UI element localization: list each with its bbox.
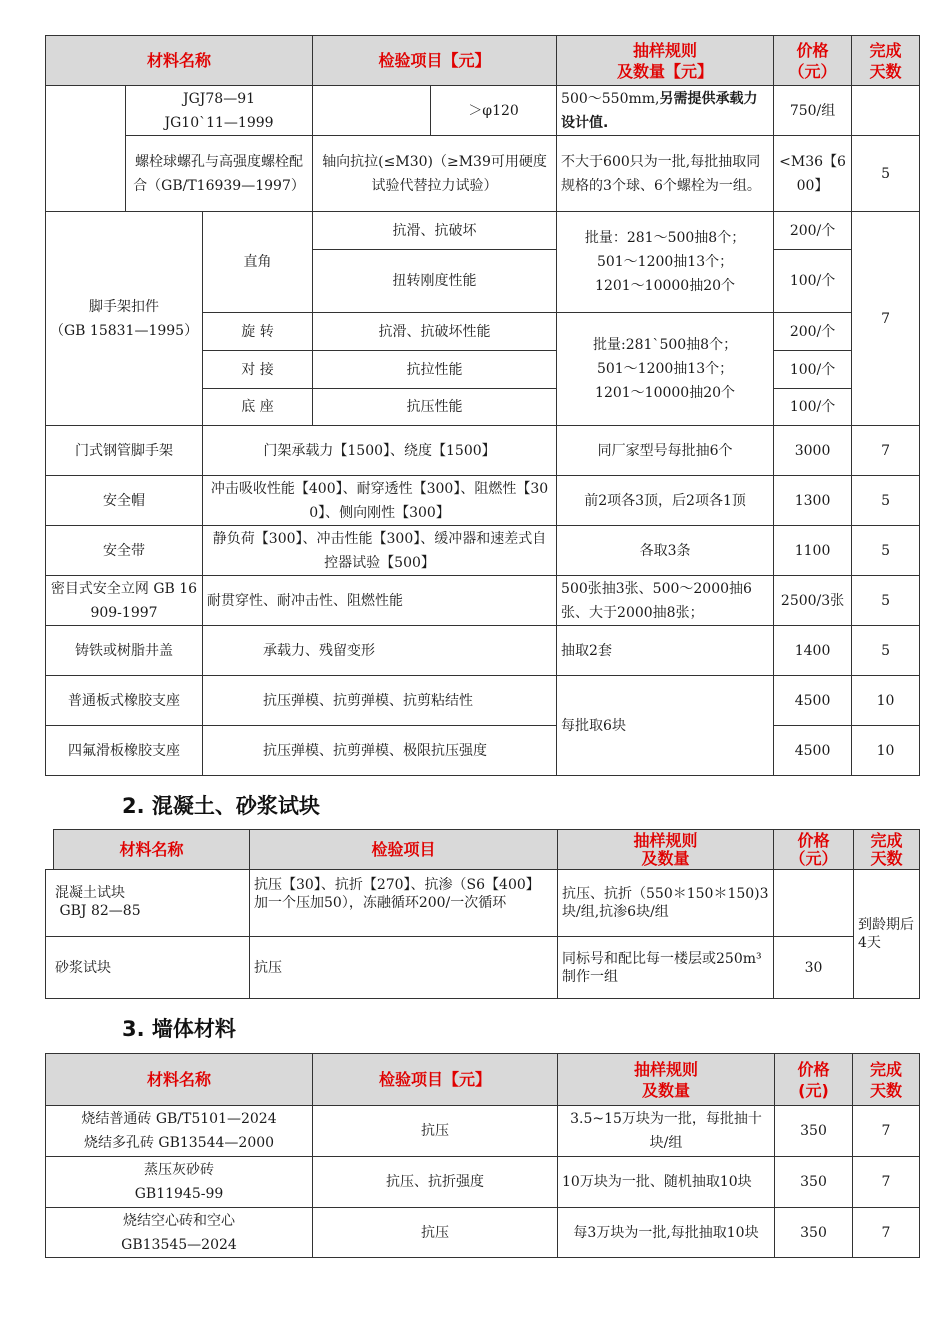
table-row xyxy=(46,726,920,776)
table-row xyxy=(46,1157,920,1208)
col-header-price: 价格 （元） xyxy=(774,830,854,870)
col-header-material: 材料名称 xyxy=(54,830,250,870)
material-name-cell: 烧结空心砖和空心 GB13545—2024 xyxy=(46,1208,313,1258)
price-cell: 350 xyxy=(775,1157,853,1208)
sampling-cell: 每3万块为一批,每批抽取10块 xyxy=(558,1208,775,1258)
sampling-cell: 批量:281`500抽8个； 501～1200抽13个； 1201～10000抽20个 xyxy=(557,313,774,426)
price-cell xyxy=(774,870,854,937)
table-row xyxy=(46,626,920,676)
price-cell: <M36【600】 xyxy=(774,136,852,212)
col-header-test-item: 检验项目 xyxy=(250,830,558,870)
days-cell: 5 xyxy=(852,136,920,212)
sampling-cell: 抽取2套 xyxy=(557,626,774,676)
material-name-cell: 四氟滑板橡胶支座 xyxy=(46,726,203,776)
header-gap xyxy=(46,830,54,870)
material-name-cell: 砂浆试块 xyxy=(46,937,250,999)
test-item-cell: 抗压弹模、抗剪弹模、极限抗压强度 xyxy=(203,726,557,776)
section-heading-concrete: 2. 混凝土、砂浆试块 xyxy=(122,794,320,818)
sampling-cell: 同标号和配比每一楼层或250m³制作一组 xyxy=(558,937,774,999)
price-cell: 1100 xyxy=(774,526,852,576)
col-header-days: 完成 天数 xyxy=(852,36,920,86)
test-item-cell: 抗压【30】、抗折【270】、抗渗（S6【400】加一个压加50），冻融循环200/一次循环 xyxy=(250,870,558,937)
material-name-cell: 脚手架扣件 （GB 15831—1995） xyxy=(46,212,203,426)
wall-material-table xyxy=(45,1053,920,1258)
test-item-cell: 抗滑、抗破坏性能 xyxy=(313,313,557,351)
col-header-price: 价格 (元) xyxy=(775,1054,853,1106)
test-item-cell: 静负荷【300】、冲击性能【300】、缓冲器和速差式自控器试验【500】 xyxy=(203,526,557,576)
days-cell: 10 xyxy=(852,676,920,726)
table-row xyxy=(46,576,920,626)
days-cell: 到龄期后4天 xyxy=(854,870,920,999)
sampling-cell: 同厂家型号每批抽6个 xyxy=(557,426,774,476)
type-cell: 直角 xyxy=(203,212,313,313)
test-item-cell: 冲击吸收性能【400】、耐穿透性【300】、阻燃性【300】、侧向刚性【300】 xyxy=(203,476,557,526)
material-name-cell: 安全带 xyxy=(46,526,203,576)
col-header-test-item: 检验项目【元】 xyxy=(313,36,557,86)
table-row xyxy=(46,676,920,726)
sampling-cell: 各取3条 xyxy=(557,526,774,576)
days-cell: 5 xyxy=(852,626,920,676)
sampling-cell: 前2项各3顶，后2项各1顶 xyxy=(557,476,774,526)
price-cell: 200/个 xyxy=(774,313,852,351)
material-test-table-1 xyxy=(45,35,920,776)
empty-cell xyxy=(313,86,431,136)
price-cell: 750/组 xyxy=(774,86,852,136)
days-cell: 5 xyxy=(852,576,920,626)
price-cell: 100/个 xyxy=(774,351,852,389)
type-cell: 旋 转 xyxy=(203,313,313,351)
empty-cell xyxy=(46,86,126,212)
col-header-days: 完成 天数 xyxy=(853,1054,920,1106)
type-cell: 对 接 xyxy=(203,351,313,389)
price-cell: 4500 xyxy=(774,676,852,726)
days-cell: 7 xyxy=(852,426,920,476)
price-cell: 350 xyxy=(775,1208,853,1258)
test-item-cell: 扭转刚度性能 xyxy=(313,250,557,313)
test-item-cell: 抗滑、抗破坏 xyxy=(313,212,557,250)
sampling-cell: 抗压、抗折（550＊150＊150)3块/组,抗渗6块/组 xyxy=(558,870,774,937)
table-row xyxy=(46,136,920,212)
days-cell: 7 xyxy=(853,1208,920,1258)
days-cell xyxy=(852,86,920,136)
material-name-cell: 密目式安全立网 GB 16909-1997 xyxy=(46,576,203,626)
sub-item-cell: ＞φ120 xyxy=(431,86,557,136)
price-cell: 3000 xyxy=(774,426,852,476)
test-item-cell: 抗压、抗折强度 xyxy=(313,1157,558,1208)
table-header-row xyxy=(46,36,920,86)
material-name-cell: 门式钢管脚手架 xyxy=(46,426,203,476)
test-item-cell: 抗压 xyxy=(250,937,558,999)
sampling-cell: 每批取6块 xyxy=(557,676,774,776)
price-cell: 2500/3张 xyxy=(774,576,852,626)
test-item-cell: 门架承载力【1500】、绕度【1500】 xyxy=(203,426,557,476)
test-item-cell: 轴向抗拉(≤M30)（≥M39可用硬度试验代替拉力试验） xyxy=(313,136,557,212)
type-cell: 底 座 xyxy=(203,389,313,426)
sampling-cell: 10万块为一批、随机抽取10块 xyxy=(558,1157,775,1208)
price-cell: 1400 xyxy=(774,626,852,676)
section-heading-wall: 3. 墙体材料 xyxy=(122,1017,236,1041)
material-name-cell: 烧结普通砖 GB/T5101—2024 烧结多孔砖 GB13544—2000 xyxy=(46,1106,313,1157)
table-row xyxy=(46,476,920,526)
price-cell: 200/个 xyxy=(774,212,852,250)
test-item-cell: 抗压性能 xyxy=(313,389,557,426)
price-cell: 1300 xyxy=(774,476,852,526)
days-cell: 10 xyxy=(852,726,920,776)
days-cell: 5 xyxy=(852,476,920,526)
col-header-material: 材料名称 xyxy=(46,1054,313,1106)
concrete-mortar-table xyxy=(45,829,920,999)
table-row xyxy=(46,86,920,136)
material-name-cell: 螺栓球螺孔与高强度螺栓配合（GB/T16939—1997） xyxy=(126,136,313,212)
sampling-cell: 500张抽3张、500～2000抽6张、大于2000抽8张； xyxy=(557,576,774,626)
col-header-material: 材料名称 xyxy=(46,36,313,86)
test-item-cell: 承载力、残留变形 xyxy=(203,626,557,676)
price-cell: 100/个 xyxy=(774,250,852,313)
table-row xyxy=(46,1208,920,1258)
col-header-days: 完成 天数 xyxy=(854,830,920,870)
col-header-sampling: 抽样规则 及数量 xyxy=(558,830,774,870)
test-item-cell: 耐贯穿性、耐冲击性、阻燃性能 xyxy=(203,576,557,626)
table-row xyxy=(46,870,920,937)
material-name-cell: 铸铁或树脂井盖 xyxy=(46,626,203,676)
table-row xyxy=(46,426,920,476)
price-cell: 100/个 xyxy=(774,389,852,426)
price-cell: 30 xyxy=(774,937,854,999)
table-header-row xyxy=(46,830,920,870)
sampling-cell: 500～550mm,另需提供承载力设计值. xyxy=(557,86,774,136)
material-name-cell: 混凝土试块 GBJ 82—85 xyxy=(46,870,250,937)
table-header-row xyxy=(46,1054,920,1106)
test-item-cell: 抗压 xyxy=(313,1208,558,1258)
test-item-cell: 抗拉性能 xyxy=(313,351,557,389)
days-cell: 5 xyxy=(852,526,920,576)
sampling-cell: 不大于600只为一批,每批抽取同规格的3个球、6个螺栓为一组。 xyxy=(557,136,774,212)
col-header-price: 价格 （元） xyxy=(774,36,852,86)
col-header-sampling: 抽样规则 及数量 xyxy=(558,1054,775,1106)
sampling-cell: 批量：281～500抽8个； 501～1200抽13个； 1201～10000抽20个 xyxy=(557,212,774,313)
col-header-sampling: 抽样规则 及数量【元】 xyxy=(557,36,774,86)
days-cell: 7 xyxy=(853,1157,920,1208)
table-row xyxy=(46,212,920,250)
material-name-cell: 普通板式橡胶支座 xyxy=(46,676,203,726)
material-name-cell: 安全帽 xyxy=(46,476,203,526)
table-row xyxy=(46,937,920,999)
price-cell: 4500 xyxy=(774,726,852,776)
days-cell: 7 xyxy=(852,212,920,426)
days-cell: 7 xyxy=(853,1106,920,1157)
test-item-cell: 抗压 xyxy=(313,1106,558,1157)
table-row xyxy=(46,526,920,576)
sampling-cell: 3.5~15万块为一批，每批抽十块/组 xyxy=(558,1106,775,1157)
col-header-test-item: 检验项目【元】 xyxy=(313,1054,558,1106)
test-item-cell: 抗压弹模、抗剪弹模、抗剪粘结性 xyxy=(203,676,557,726)
standard-cell: JGJ78—91 JG10`11—1999 xyxy=(126,86,313,136)
table-row xyxy=(46,1106,920,1157)
price-cell: 350 xyxy=(775,1106,853,1157)
material-name-cell: 蒸压灰砂砖 GB11945-99 xyxy=(46,1157,313,1208)
